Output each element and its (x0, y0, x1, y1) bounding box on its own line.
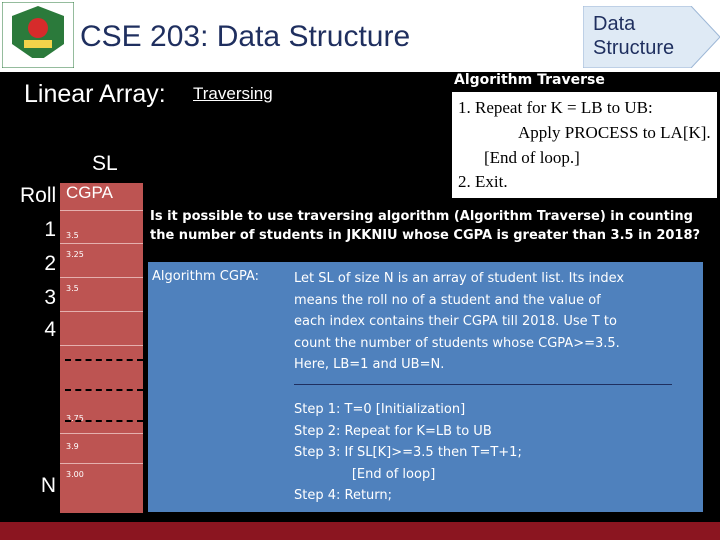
step-3: Step 3: If SL[K]>=3.5 then T=T+1; (294, 445, 522, 460)
cell-divider (60, 345, 143, 346)
desc-line-3: each index contains their CGPA till 2018. Use T to (294, 314, 617, 329)
desc-line-1: Let SL of size N is an array of student list. Its index (294, 271, 625, 286)
desc-line-2: means the roll no of a student and the value of (294, 292, 601, 308)
cgpa-cell-n-1: 3.9 (66, 442, 79, 451)
cell-divider (60, 277, 143, 278)
roll-1: 1 (44, 218, 56, 241)
desc-line-4: count the number of students whose CGPA>=3.5. (294, 335, 620, 351)
roll-2: 2 (44, 252, 56, 275)
cell-divider (60, 311, 143, 312)
step-4: Step 4: Return; (294, 488, 393, 503)
cgpa-cell-k: 3.75 (66, 414, 84, 423)
cell-divider (60, 433, 143, 434)
desc-line-5: Here, LB=1 and UB=N. (294, 357, 445, 372)
roll-4: 4 (44, 318, 56, 341)
cgpa-cell-3: 3.5 (66, 284, 79, 293)
roll-label: Roll (20, 184, 57, 207)
algorithm-traverse-image (452, 92, 717, 198)
ellipsis-divider (65, 420, 143, 422)
algorithm-description (294, 268, 684, 376)
badge-label: Data Structure (593, 13, 675, 59)
algorithm-traverse-label: Algorithm Traverse (454, 72, 605, 88)
step-1: Step 1: T=0 [Initialization] (294, 402, 466, 417)
topic-badge (583, 6, 720, 68)
cgpa-cell-n: 3.00 (66, 470, 84, 479)
cell-divider (60, 210, 143, 211)
cgpa-cell-2: 3.25 (66, 250, 84, 259)
roll-3: 3 (44, 286, 56, 309)
algo-line-2: Apply PROCESS to LA[K]. (518, 123, 711, 142)
ellipsis-divider (65, 389, 143, 391)
algo-line-3: [End of loop.] (484, 148, 580, 167)
cgpa-array (60, 183, 143, 513)
course-title: CSE 203: Data Structure (80, 20, 411, 53)
step-3-end: [End of loop] (294, 466, 436, 482)
question-text: Is it possible to use traversing algorithm (Algorithm Traverse) in counting the number of students in JKKNIU whose CGPA is greater than 3.5 in 2018? (150, 209, 701, 243)
slide-heading: Linear Array: (24, 80, 166, 108)
cgpa-header: CGPA (66, 183, 113, 202)
algorithm-steps (294, 399, 522, 507)
footer-bar (0, 522, 720, 540)
array-name: SL (92, 152, 118, 175)
algo-line-4: 2. Exit. (458, 172, 508, 191)
algorithm-cgpa-label: Algorithm CGPA: (152, 269, 260, 284)
section-divider (294, 384, 672, 385)
slide-subheading: Traversing (193, 84, 273, 103)
cgpa-cell-1: 3.5 (66, 231, 79, 240)
cell-divider (60, 243, 143, 244)
cell-divider (60, 463, 143, 464)
step-2: Step 2: Repeat for K=LB to UB (294, 423, 492, 439)
ellipsis-divider (65, 359, 143, 361)
algorithm-cgpa-box (148, 262, 703, 512)
algo-line-1: 1. Repeat for K = LB to UB: (458, 98, 653, 117)
roll-n: N (40, 474, 56, 497)
university-logo (2, 2, 74, 68)
